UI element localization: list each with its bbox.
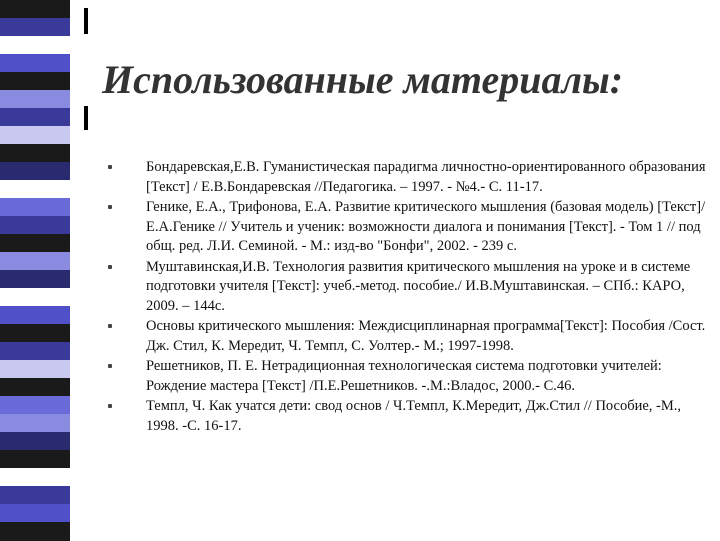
bullet-icon: [108, 364, 112, 368]
list-item: [108, 158, 708, 197]
list-item: [108, 397, 708, 436]
stripe-block: [0, 342, 70, 361]
list-item: [108, 357, 708, 396]
reference-text: Темпл, Ч. Как учатся дети: свод основ / Ч.Темпл, К.Мередит, Дж.Стил // Пособие, -М., 1998. -С. 16-17.: [146, 398, 682, 434]
stripe-block: [0, 522, 70, 541]
stripe-block: [0, 108, 70, 127]
stripe-block: [0, 162, 70, 181]
stripe-block: [0, 36, 70, 55]
slide-title: Использованные материалы:: [102, 57, 624, 102]
title-accent-bar-top: [84, 8, 88, 34]
stripe-block: [0, 198, 70, 217]
stripe-block: [0, 288, 70, 307]
decorative-stripe-bar: [0, 0, 70, 540]
stripe-block: [0, 180, 70, 199]
reference-text: Бондаревская,Е.В. Гуманистическая парадигма личностно-ориентированного образования [Текст] / Е.В.Бондаревская //Педагогика. – 1997. - №4.- С. 11-17.: [146, 159, 706, 195]
stripe-block: [0, 306, 70, 325]
stripe-block: [0, 72, 70, 91]
stripe-block: [0, 414, 70, 433]
reference-text: Основы критического мышления: Междисциплинарная программа[Текст]: Пособия /Сост. Дж. Стил, К. Мередит, Ч. Темпл, С. Уолтер.- М.; 1997-1998.: [146, 318, 706, 354]
stripe-block: [0, 216, 70, 235]
list-item: [108, 258, 708, 317]
title-accent-bar-bottom: [84, 106, 88, 130]
list-item: [108, 317, 708, 356]
bullet-icon: [108, 205, 112, 209]
stripe-block: [0, 144, 70, 163]
stripe-block: [0, 18, 70, 37]
stripe-block: [0, 234, 70, 253]
reference-text: Генике, Е.А., Трифонова, Е.А. Развитие критического мышления (базовая модель) [Текст]/ Е.А.Генике // Учитель и ученик: возможности диалога и понимания [Текст]. - Том 1 // под общ. ред. Л.И. Семиной. - М.: изд-во "Бонфи", 2002. - 239 с.: [146, 199, 706, 254]
stripe-block: [0, 270, 70, 289]
stripe-block: [0, 378, 70, 397]
stripe-block: [0, 504, 70, 523]
reference-text: Решетников, П. Е. Нетрадиционная технологическая система подготовки учителей: Рождение мастера [Текст] /П.Е.Решетников. -.М.:Владос, 2000.- С.46.: [146, 358, 662, 394]
stripe-block: [0, 252, 70, 271]
stripe-block: [0, 486, 70, 505]
stripe-block: [0, 396, 70, 415]
references-list: [108, 158, 708, 437]
reference-text: Муштавинская,И.В. Технология развития критического мышления на уроке и в системе подготовки учителя [Текст]: учеб.-метод. пособие./ И.В.Муштавинская. – СПб.: КАРО, 2009. – 144с.: [146, 258, 691, 314]
stripe-block: [0, 324, 70, 343]
list-item: [108, 198, 708, 257]
stripe-block: [0, 432, 70, 451]
bullet-icon: [108, 324, 112, 328]
bullet-icon: [108, 165, 112, 169]
stripe-block: [0, 0, 70, 19]
stripe-block: [0, 54, 70, 73]
stripe-block: [0, 126, 70, 145]
stripe-block: [0, 90, 70, 109]
stripe-block: [0, 360, 70, 379]
bullet-icon: [108, 265, 112, 269]
stripe-block: [0, 468, 70, 487]
stripe-block: [0, 450, 70, 469]
bullet-icon: [108, 404, 112, 408]
